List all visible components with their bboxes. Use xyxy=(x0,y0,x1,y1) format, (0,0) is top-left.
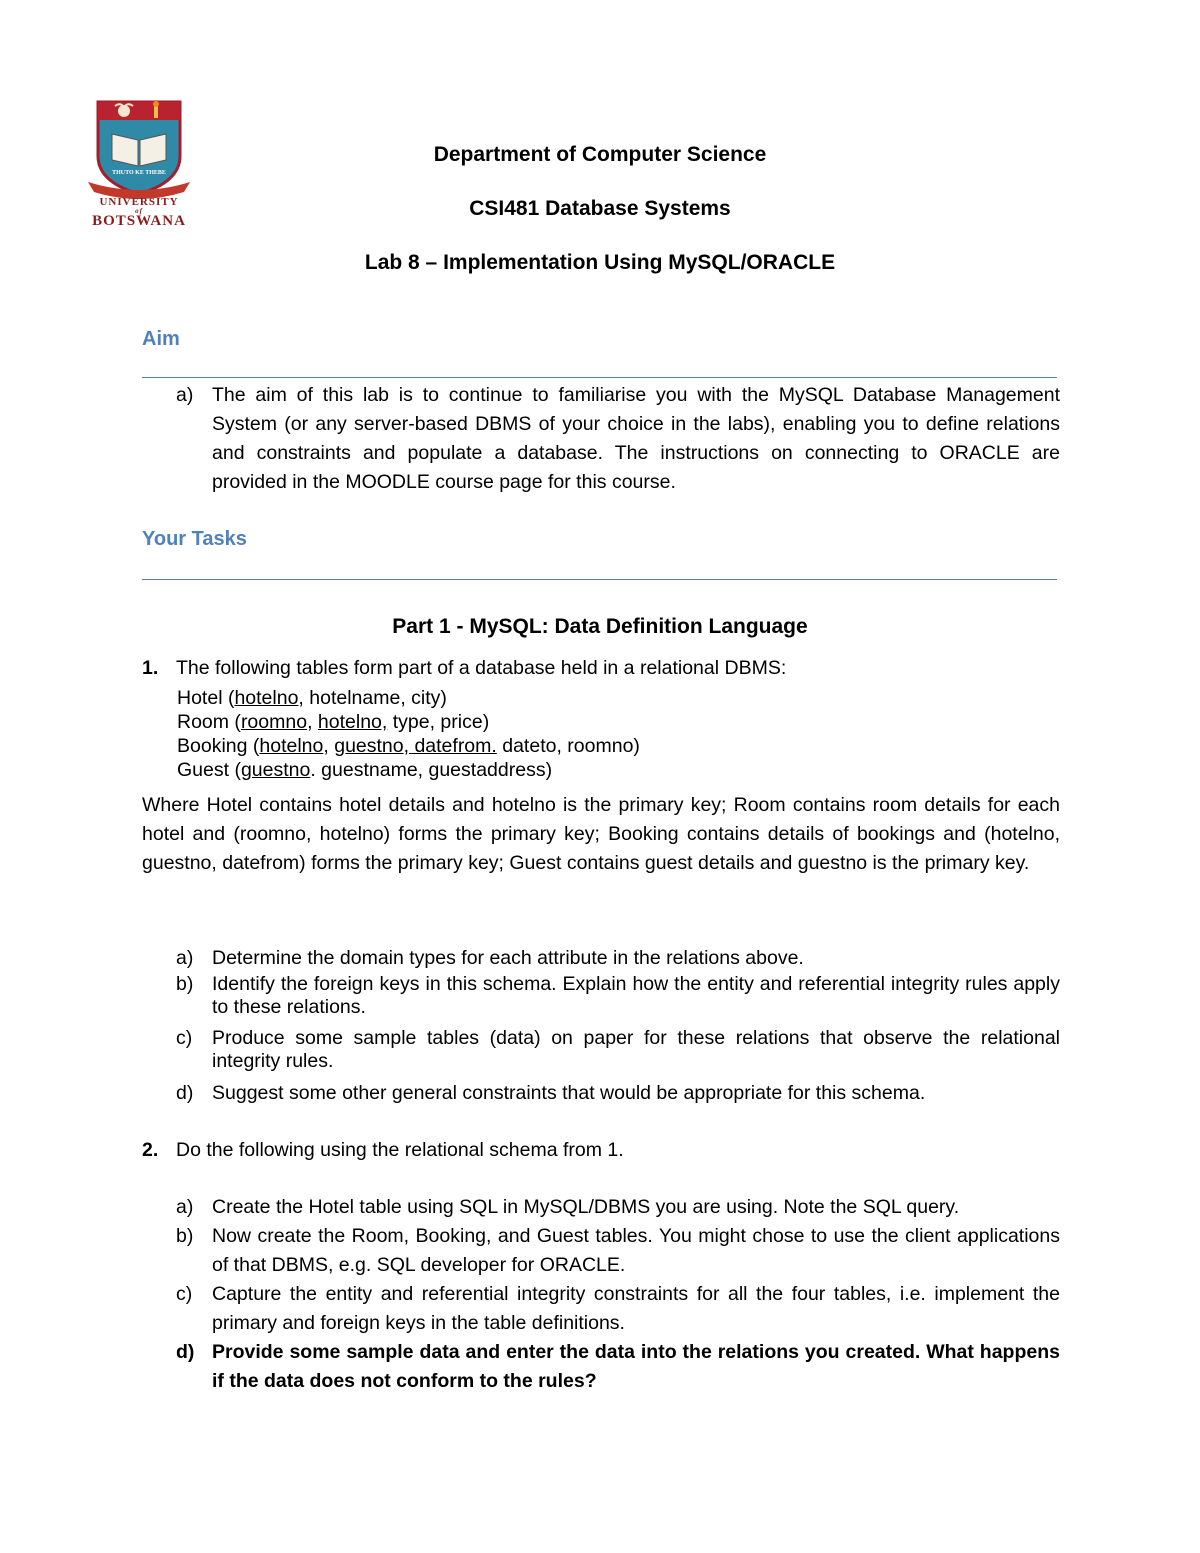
lab-title: Lab 8 – Implementation Using MySQL/ORACLE xyxy=(364,251,836,274)
tasks-heading: Your Tasks xyxy=(142,528,247,550)
q1-item-c-text: Produce some sample tables (data) on paper for these relations that observe the relational integrity rules. xyxy=(212,1027,1060,1072)
question-2-number: 2. xyxy=(142,1139,159,1161)
aim-divider xyxy=(142,377,1057,378)
question-1-number: 1. xyxy=(142,657,159,679)
schema-room-name: Room ( xyxy=(177,711,241,733)
q2-item-d-label: d) xyxy=(176,1341,195,1363)
aim-item xyxy=(176,381,1060,499)
logo-university-line1: UNIVERSITY xyxy=(99,196,179,208)
schema-room-pk2: hotelno, xyxy=(317,711,388,733)
logo-university-line2: BOTSWANA xyxy=(92,213,186,229)
schema-booking-name: Booking ( xyxy=(177,735,260,757)
aim-heading: Aim xyxy=(142,328,180,350)
schema-booking xyxy=(177,735,640,759)
schema-booking-pk2: guestno, datefrom. xyxy=(334,735,497,757)
question-1-description: Where Hotel contains hotel details and hotelno is the primary key; Room contains room details for each hotel and (roomno, hotelno) forms the primary key; Booking contains details of bookings and (hotelno, guestno, datefrom) forms the primary key; Guest contains guest details and guestno is the primary key. xyxy=(142,794,1060,874)
question-2-intro: Do the following using the relational schema from 1. xyxy=(176,1139,624,1161)
schema-hotel xyxy=(177,687,447,711)
q1-item-b-text: Identify the foreign keys in this schema. Explain how the entity and referential integrity rules apply to these relations. xyxy=(212,973,1060,1018)
schema-room-sep: , xyxy=(307,711,318,733)
logo-motto: THUTO KE THEBE xyxy=(112,170,166,176)
q1-item-b-label: b) xyxy=(176,973,194,995)
question-1-intro: The following tables form part of a database held in a relational DBMS: xyxy=(176,657,787,679)
schema-guest-pk: guestno xyxy=(240,759,311,781)
schema-room xyxy=(177,711,489,735)
department-title: Department of Computer Science xyxy=(433,143,767,166)
logo-university-of: of xyxy=(135,207,143,215)
q2-item-a-text: Create the Hotel table using SQL in MySQL/DBMS you are using. Note the SQL query. xyxy=(212,1196,960,1218)
q2-item-c-label: c) xyxy=(176,1283,193,1305)
q2-item-c-text: Capture the entity and referential integrity constraints for all the four tables, i.e. implement the primary and foreign keys in the table definitions. xyxy=(212,1283,1060,1334)
q2-item-b-text: Now create the Room, Booking, and Guest tables. You might chose to use the client applications of that DBMS, e.g. SQL developer for ORACLE. xyxy=(212,1225,1060,1276)
schema-room-pk1: roomno xyxy=(240,711,308,733)
q2-item-d-text: Provide some sample data and enter the data into the relations you created. What happens if the data does not conform to the rules? xyxy=(212,1341,1060,1392)
tasks-divider xyxy=(142,579,1057,580)
course-title: CSI481 Database Systems xyxy=(469,197,731,220)
q2-item-a-label: a) xyxy=(176,1196,194,1218)
schema-room-rest: type, price) xyxy=(387,711,490,733)
part1-title: Part 1 - MySQL: Data Definition Language xyxy=(392,615,808,638)
q1-item-d-label: d) xyxy=(176,1082,194,1104)
schema-guest-name: Guest ( xyxy=(177,759,241,781)
schema-booking-pk1: hotelno xyxy=(259,735,324,757)
q1-item-d-text: Suggest some other general constraints that would be appropriate for this schema. xyxy=(212,1082,926,1104)
schema-hotel-rest: , hotelname, city) xyxy=(298,687,447,709)
schema-booking-sep: , xyxy=(323,735,335,757)
q1-item-a-text: Determine the domain types for each attribute in the relations above. xyxy=(212,947,804,969)
aim-item-text: The aim of this lab is to continue to familiarise you with the MySQL Database Management System (or any server-based DBMS of your choice in the labs), enabling you to define relations and constraints and populate a database. The instructions on connecting to ORACLE are provided in the MOODLE course page for this course. xyxy=(212,384,1060,493)
q2-item-b-label: b) xyxy=(176,1225,194,1247)
schema-hotel-name: Hotel ( xyxy=(177,687,235,709)
schema-hotel-pk: hotelno xyxy=(234,687,299,709)
schema-booking-rest: dateto, roomno) xyxy=(496,735,640,757)
schema-guest xyxy=(177,759,552,783)
q1-item-a-label: a) xyxy=(176,947,194,969)
aim-item-label: a) xyxy=(176,384,194,406)
schema-guest-rest: . guestname, guestaddress) xyxy=(310,759,553,781)
q1-item-c-label: c) xyxy=(176,1027,193,1049)
